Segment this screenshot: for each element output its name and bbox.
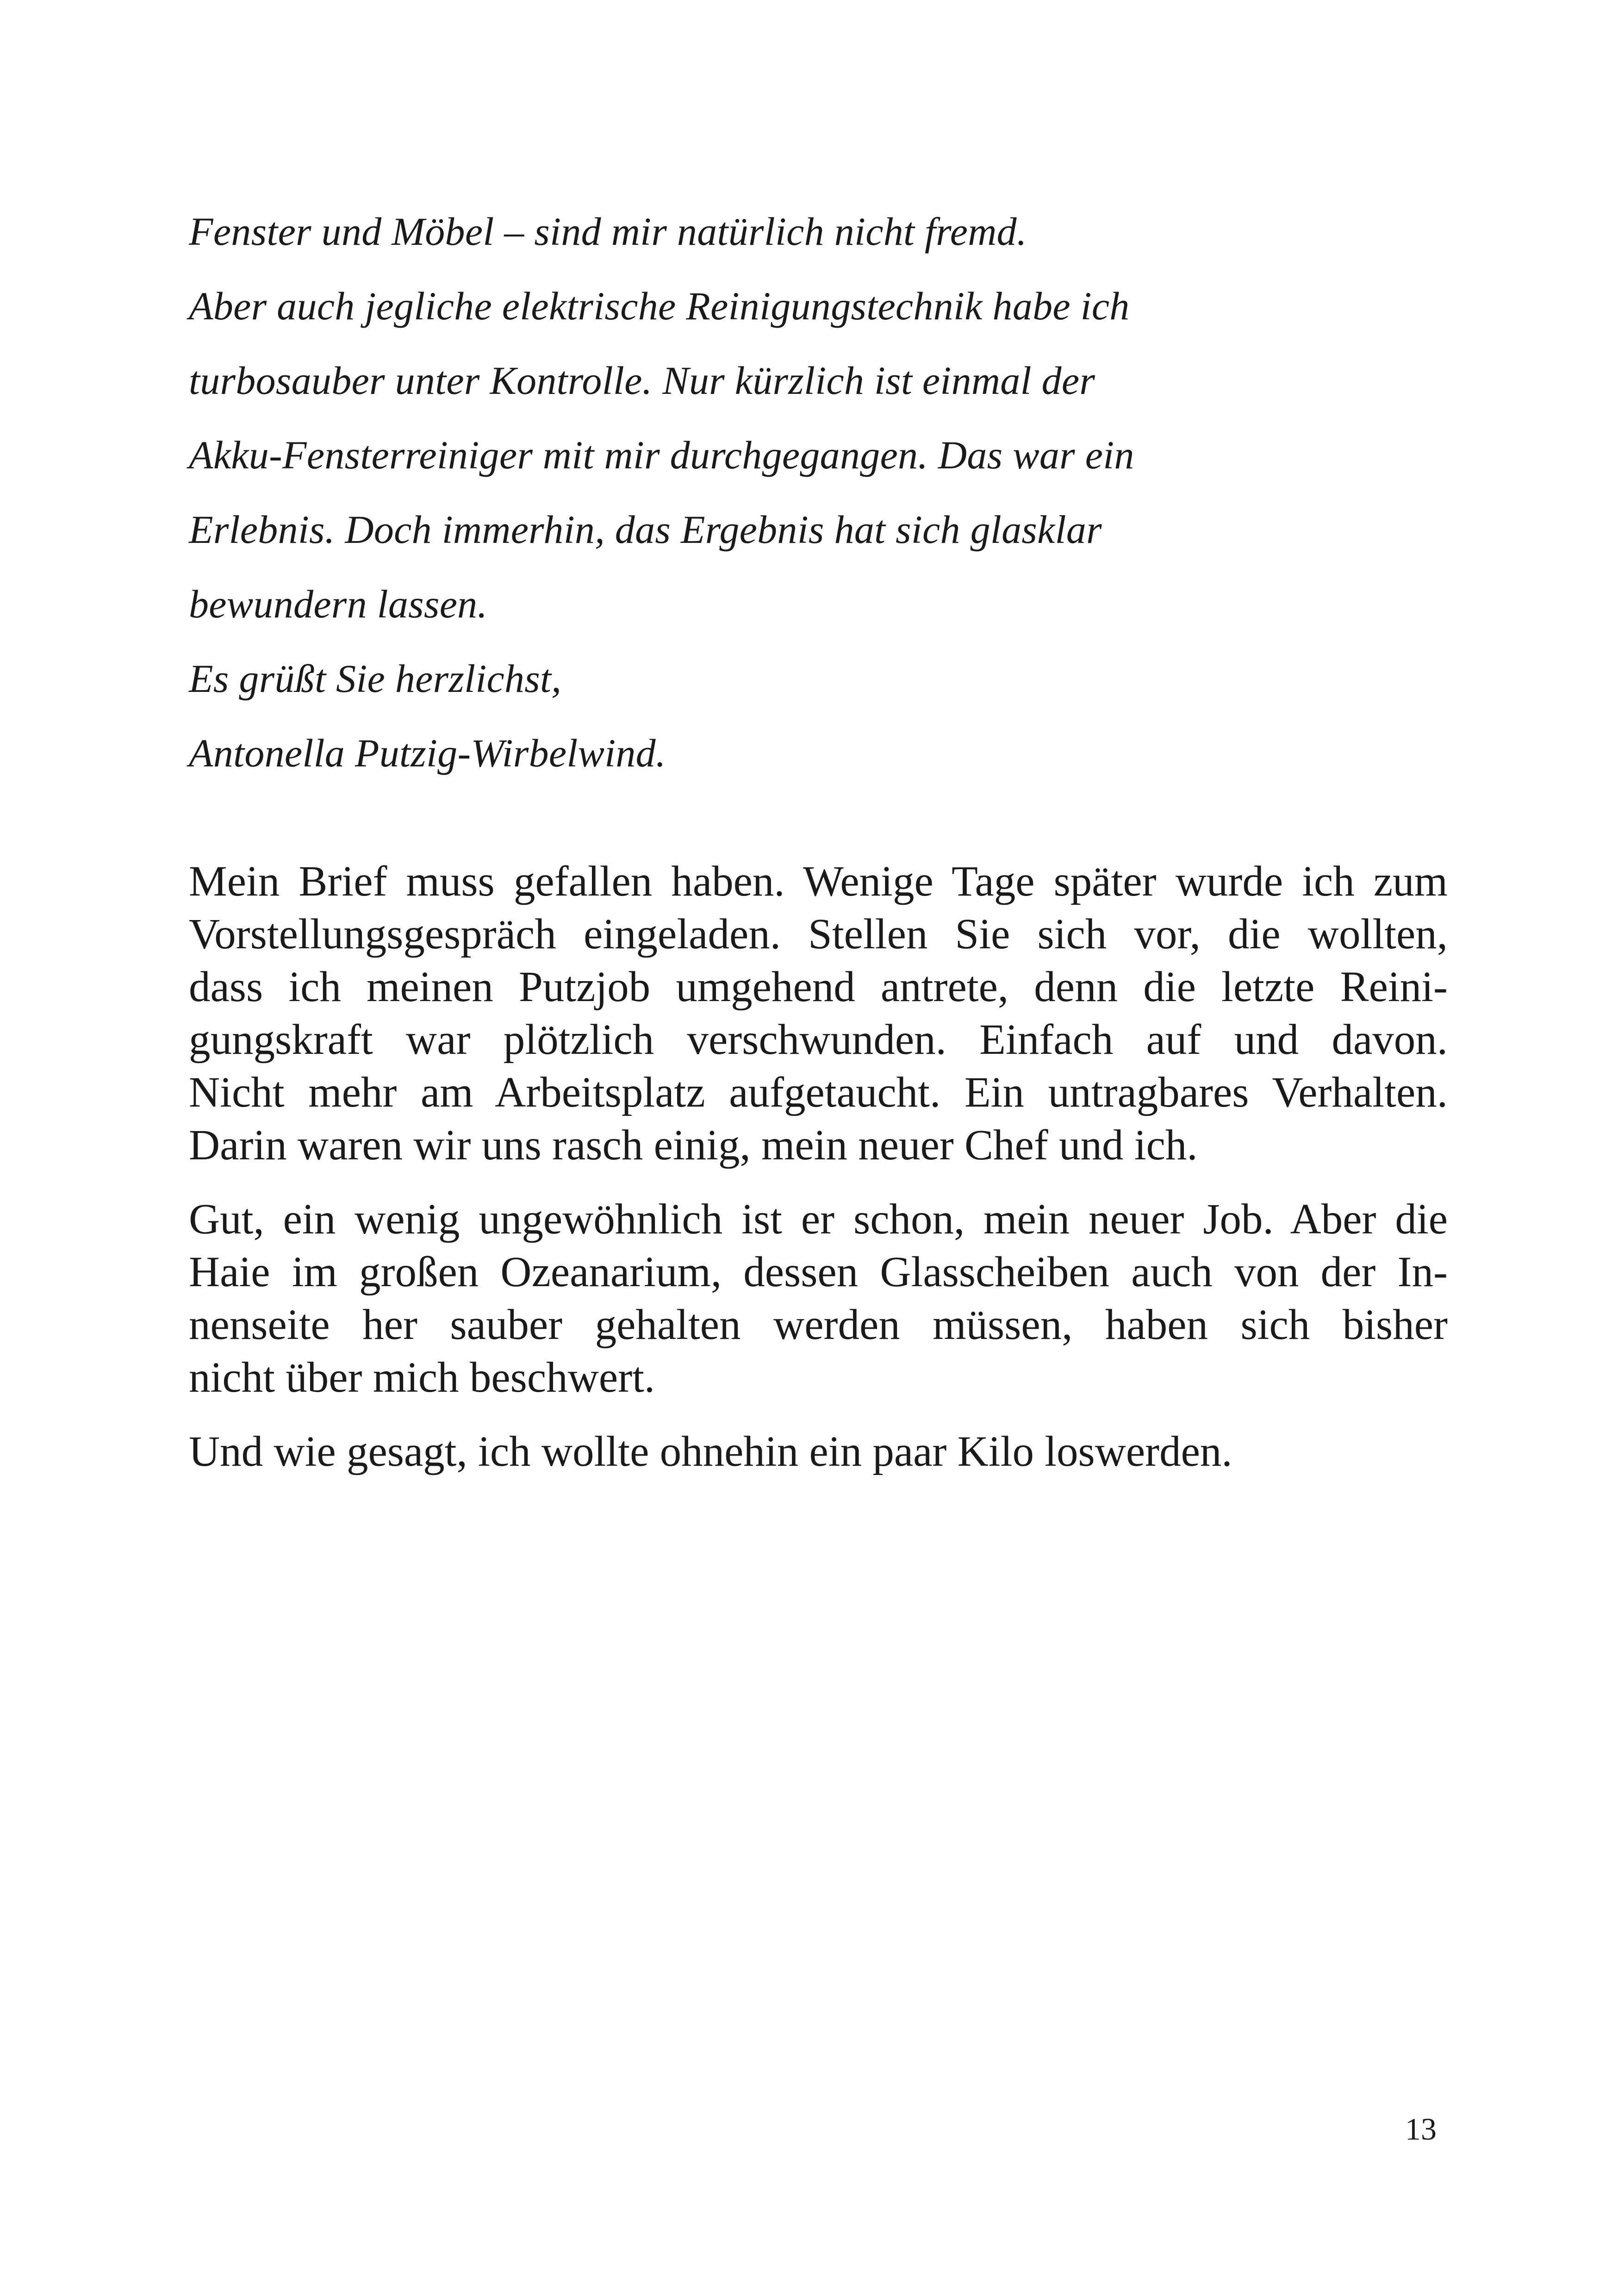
paragraph: [189, 1193, 1448, 1404]
letter-greeting: Es grüßt Sie herzlichst,: [189, 656, 562, 701]
text-line: Und wie gesagt, ich wollte ohnehin ein paar Kilo loswerden.: [189, 1428, 1232, 1475]
text-line: gungskraft war plötzlich verschwunden. Einfach auf und davon.: [189, 1016, 1448, 1064]
letter-line: turbosauber unter Kontrolle. Nur kürzlich ist einmal der: [189, 358, 1095, 403]
letter-line: bewundern lassen.: [189, 582, 488, 626]
letter-line: Fenster und Möbel – sind mir natürlich nicht fremd.: [189, 209, 1027, 254]
text-line: nicht über mich beschwert.: [189, 1354, 655, 1401]
paragraph: [189, 1425, 1448, 1478]
text-line: nenseite her sauber gehalten werden müssen, haben sich bisher: [189, 1301, 1448, 1349]
text-line: dass ich meinen Putzjob umgehend antrete, denn die letzte Reini-: [189, 963, 1448, 1011]
letter-line: Erlebnis. Doch immerhin, das Ergebnis hat sich glasklar: [189, 507, 1102, 552]
paragraph: [189, 855, 1448, 1172]
letter-excerpt: [189, 194, 1438, 790]
body-text: [189, 855, 1448, 1500]
text-line: Vorstellungsgespräch eingeladen. Stellen Sie sich vor, die wollten,: [189, 910, 1448, 958]
page-number: 13: [1405, 2111, 1437, 2147]
text-line: Haie im großen Ozeanarium, dessen Glasscheiben auch von der In-: [189, 1248, 1448, 1296]
text-line: Mein Brief muss gefallen haben. Wenige Tage später wurde ich zum: [189, 858, 1448, 905]
text-line: Darin waren wir uns rasch einig, mein neuer Chef und ich.: [189, 1121, 1198, 1169]
letter-line: Aber auch jegliche elektrische Reinigungstechnik habe ich: [189, 284, 1130, 328]
letter-line: Akku-Fensterreiniger mit mir durchgegangen. Das war ein: [189, 433, 1134, 477]
text-line: Gut, ein wenig ungewöhnlich ist er schon, mein neuer Job. Aber die: [189, 1195, 1448, 1243]
letter-signature: Antonella Putzig-Wirbelwind.: [189, 731, 666, 775]
text-line: Nicht mehr am Arbeitsplatz aufgetaucht. Ein untragbares Verhalten.: [189, 1069, 1448, 1116]
